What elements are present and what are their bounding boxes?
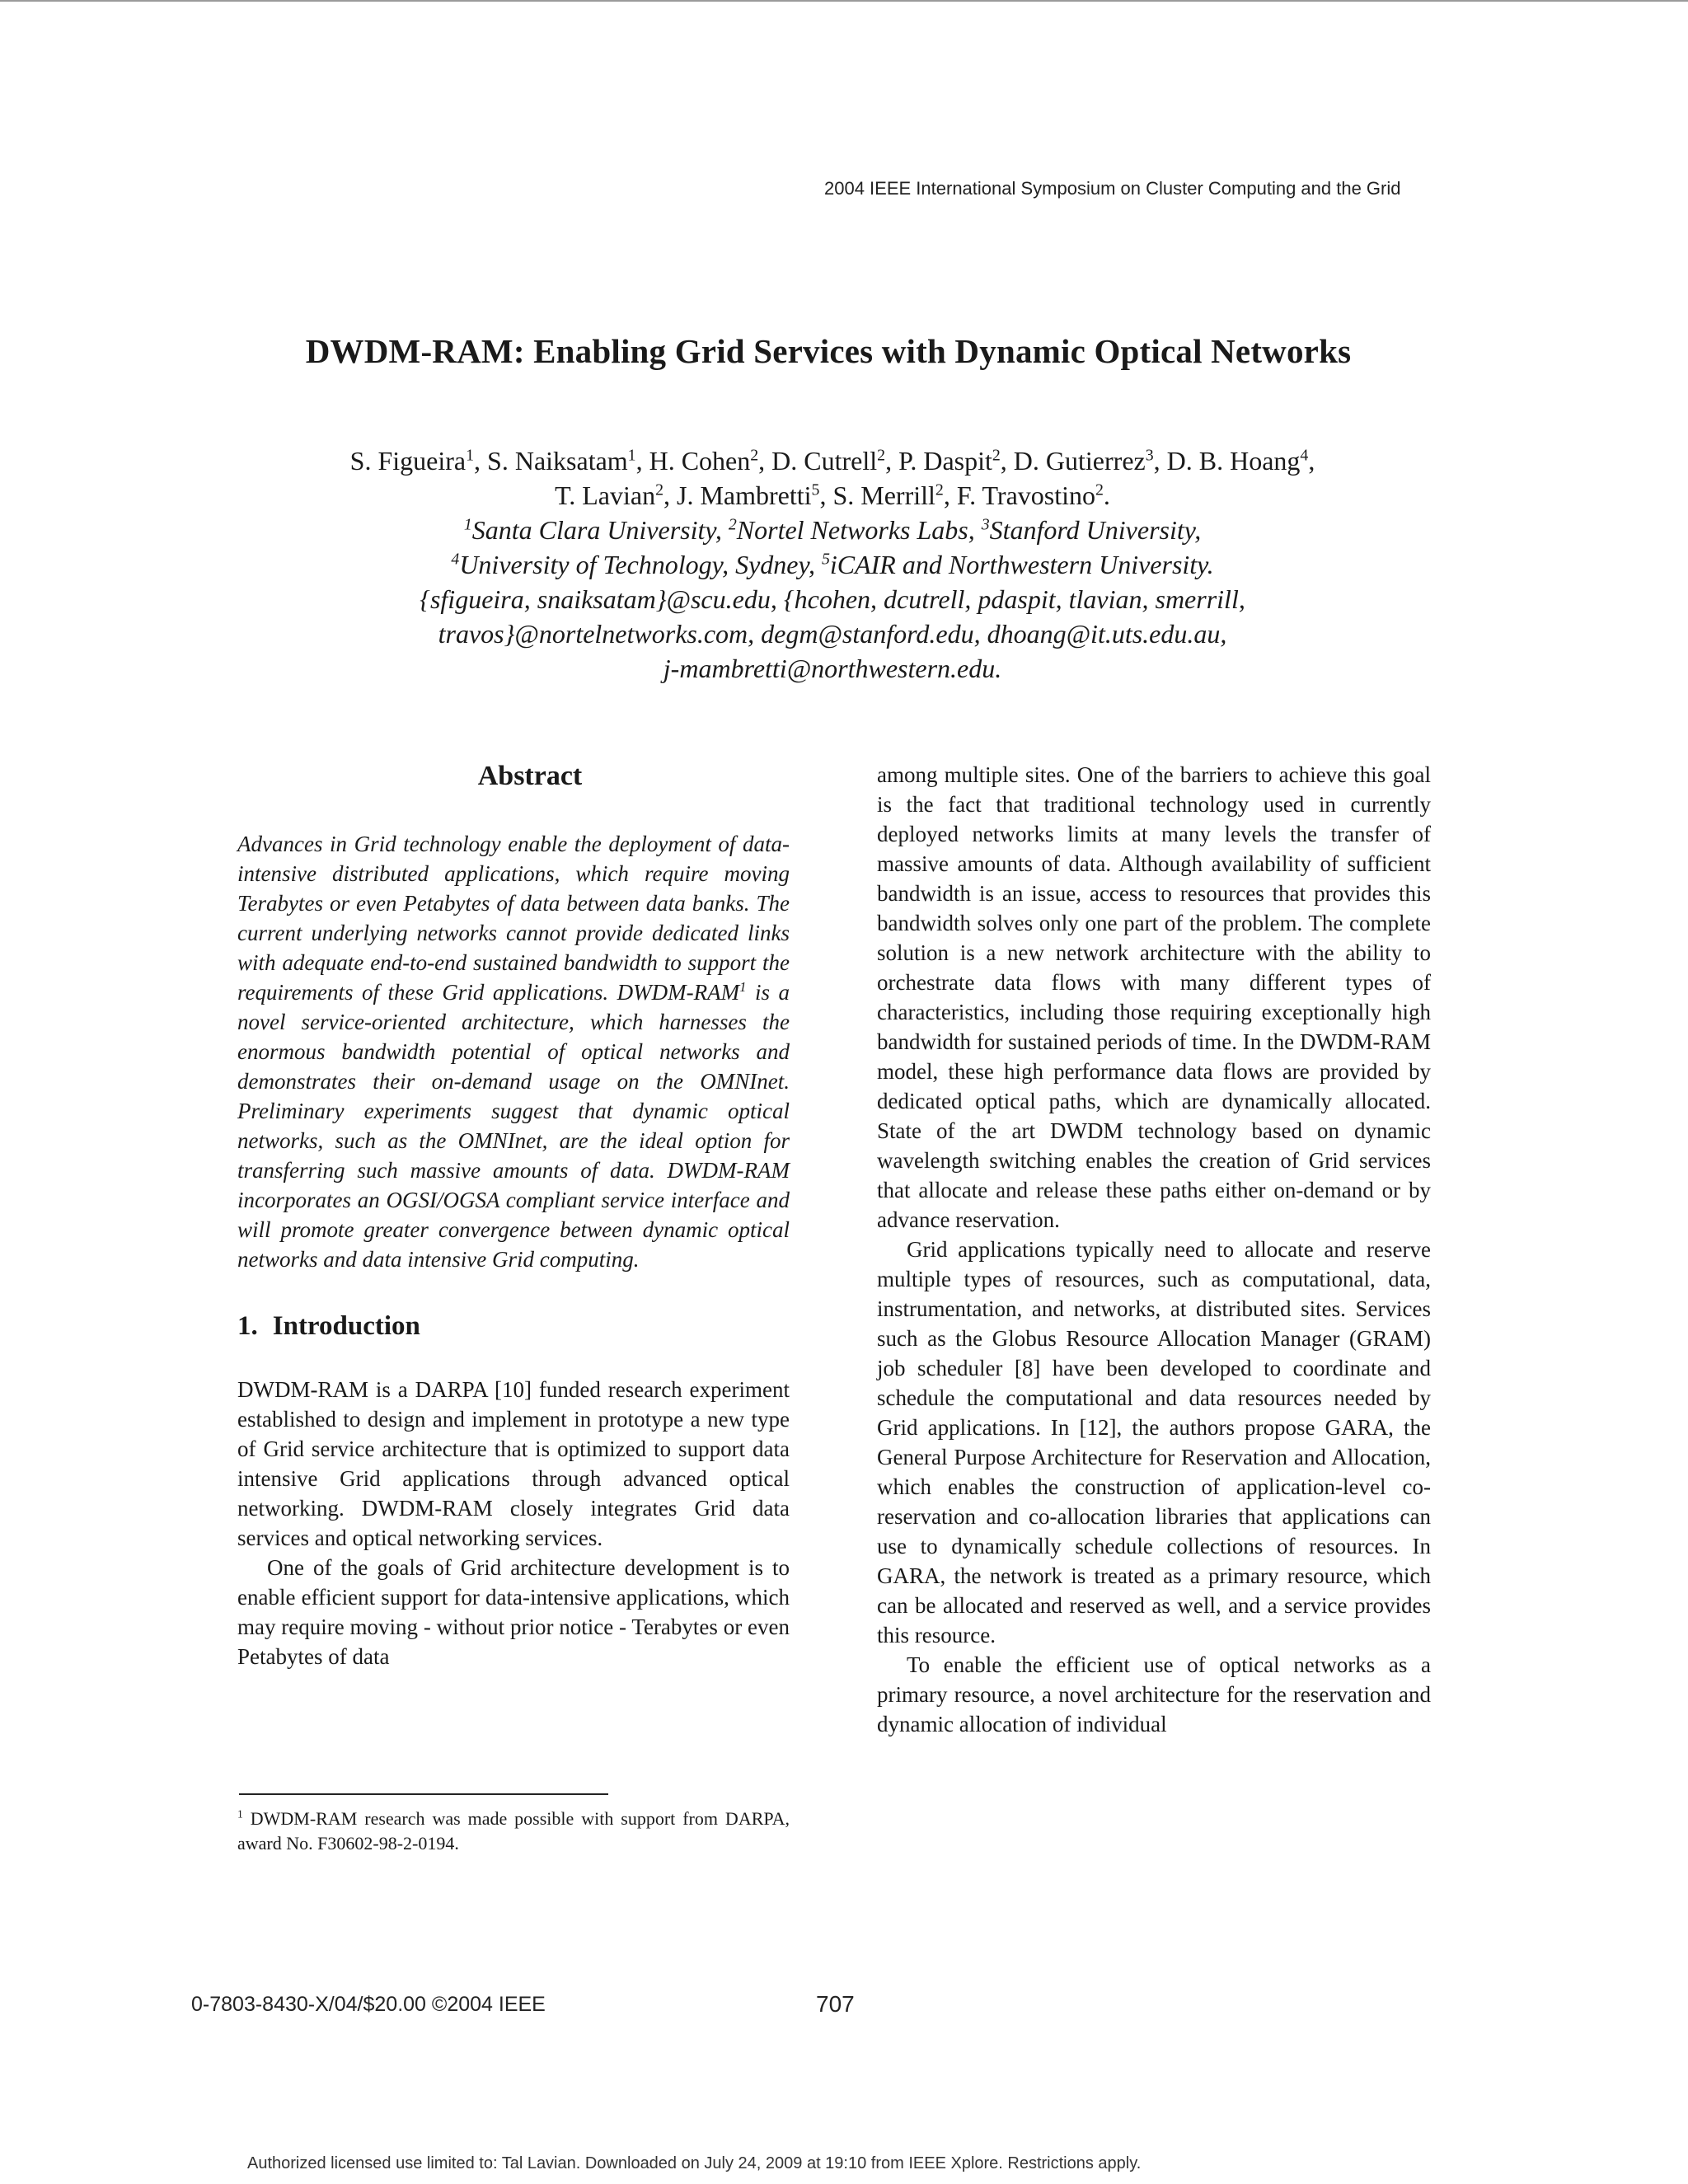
author-name: D. B. Hoang xyxy=(1166,446,1301,476)
body-paragraph: One of the goals of Grid architecture development is to enable efficient support for data-intensive applications, which may require moving - without prior notice - Terabytes or even Petabytes of data xyxy=(237,1555,790,1669)
abstract-text-part: Advances in Grid technology enable the deployment of data-intensive distributed applications, which require moving Terabytes or even Petabytes of data between data banks. The current underlying networks cannot provide dedicated links with adequate end-to-end sustained bandwidth to support the requirements of these Grid applications. DWDM-RAM xyxy=(237,832,790,1005)
affiliation-marker: 1 xyxy=(463,515,472,534)
affiliation-marker: 2 xyxy=(750,446,759,465)
author-name: S. Merrill xyxy=(832,480,935,510)
author-name: F. Travostino xyxy=(956,480,1095,510)
affiliation-name: Santa Clara University, xyxy=(471,515,729,545)
email-line: {sfigueira, snaiksatam}@scu.edu, {hcohen, dcutrell, pdaspit, tlavian, smerrill, xyxy=(420,584,1245,614)
footnote-marker: 1 xyxy=(237,1807,243,1821)
right-column xyxy=(877,760,1431,1739)
affiliation-marker: 5 xyxy=(821,550,830,569)
abstract-text-part: is a novel service-oriented architecture, which harnesses the enormous bandwidth potential of optical networks and demonstrates their on-demand usage on the OMNInet. Preliminary experiments suggest that dynamic optical networks, such as the OMNInet, are the ideal option for transferring such massive amounts of data. DWDM-RAM incorporates an OGSI/OGSA compliant service interface and will promote greater convergence between dynamic optical networks and data intensive Grid computing. xyxy=(237,980,790,1272)
author-separator: , xyxy=(474,446,488,476)
affiliation-marker: 4 xyxy=(1300,446,1309,465)
affiliation-name: Nortel Networks Labs, xyxy=(736,515,982,545)
email-line: j-mambretti@northwestern.edu. xyxy=(663,654,1002,683)
author-name: P. Daspit xyxy=(898,446,992,476)
footnote xyxy=(237,1807,790,1856)
affiliation-line xyxy=(148,547,1517,582)
affiliation-marker: 3 xyxy=(981,515,990,534)
affiliation-marker: 4 xyxy=(451,550,460,569)
footnote-divider xyxy=(239,1793,608,1795)
author-separator: , xyxy=(943,480,957,510)
body-paragraph: among multiple sites. One of the barriers to achieve this goal is the fact that traditional technology used in currently deployed networks limits at many levels the transfer of massive amounts of data. Although availability of sufficient bandwidth is an issue, access to resources that provides this bandwidth solves only one part of the problem. The complete solution is a new network architecture with the ability to orchestrate data flows with many different types of characteristics, including those requiring exceptionally high bandwidth for sustained periods of time. In the DWDM-RAM model, these high performance data flows are provided by dedicated optical paths, which are dynamically allocated. State of the art DWDM technology based on dynamic wavelength switching enables the creation of Grid services that allocate and release these paths either on-demand or by advance reservation. xyxy=(877,762,1431,1232)
author-name: T. Lavian xyxy=(555,480,656,510)
left-column xyxy=(237,758,790,1671)
section-heading-introduction xyxy=(237,1309,790,1343)
affiliation-marker: 2 xyxy=(935,480,944,499)
author-separator: , xyxy=(1153,446,1167,476)
author-separator: , xyxy=(885,446,899,476)
affiliation-marker: 3 xyxy=(1145,446,1154,465)
author-name: H. Cohen xyxy=(649,446,751,476)
affiliation-name: University of Technology, Sydney, xyxy=(459,550,822,579)
top-border-line xyxy=(0,0,1688,2)
author-separator: , xyxy=(819,480,833,510)
email-line: travos}@nortelnetworks.com, degm@stanford.edu, dhoang@it.uts.edu.au, xyxy=(438,619,1227,649)
paper-title: DWDM-RAM: Enabling Grid Services with Dynamic Optical Networks xyxy=(305,332,1352,370)
author-name: D. Gutierrez xyxy=(1013,446,1146,476)
affiliation-marker: 1 xyxy=(627,446,636,465)
footnote-text: DWDM-RAM research was made possible with support from DARPA, award No. F30602-98-2-0194. xyxy=(237,1808,790,1854)
author-separator: . xyxy=(1103,480,1110,510)
affiliation-marker: 1 xyxy=(466,446,475,465)
author-line xyxy=(148,478,1517,513)
affiliation-marker: 2 xyxy=(992,446,1001,465)
body-paragraph: Grid applications typically need to allocate and reserve multiple types of resources, such as computational, data, instrumentation, and networks, at distributed sites. Services such as the Globus Resource Allocation Manager (GRAM) job scheduler [8] have been developed to coordinate and schedule the computational and data resources needed by Grid applications. In [12], the authors propose GARA, the General Purpose Architecture for Reservation and Allocation, which enables the construction of application-level co-reservation and co-allocation libraries that applications can use to dynamically schedule collections of resources. In GARA, the network is treated as a primary resource, which can be allocated and reserved as well, and a service provides this resource. xyxy=(877,1237,1431,1647)
page-number: 707 xyxy=(816,1991,855,2017)
affiliation-marker: 5 xyxy=(811,480,820,499)
license-notice: Authorized licensed use limited to: Tal Lavian. Downloaded on July 24, 2009 at 19:10 from IEEE Xplore. Restrictions apply. xyxy=(247,2154,1142,2172)
conference-header: 2004 IEEE International Symposium on Cluster Computing and the Grid xyxy=(824,178,1401,199)
body-paragraph: DWDM-RAM is a DARPA [10] funded research experiment established to design and implement in prototype a new type of Grid service architecture that is optimized to support data intensive Grid applications through advanced optical networking. DWDM-RAM closely integrates Grid data services and optical networking services. xyxy=(237,1377,790,1550)
author-name: S. Figueira xyxy=(349,446,467,476)
section-title: Introduction xyxy=(272,1311,420,1341)
author-name: S. Naiksatam xyxy=(487,446,628,476)
author-block xyxy=(148,443,1517,686)
author-line xyxy=(148,443,1517,478)
footnote-marker: 1 xyxy=(739,979,747,995)
affiliation-marker: 2 xyxy=(655,480,664,499)
affiliation-marker: 2 xyxy=(877,446,886,465)
affiliation-marker: 2 xyxy=(728,515,737,534)
author-name: D. Cutrell xyxy=(771,446,878,476)
abstract-text xyxy=(237,829,790,1274)
affiliation-line xyxy=(148,513,1517,547)
author-separator: , xyxy=(663,480,678,510)
author-separator: , xyxy=(1308,446,1315,476)
affiliation-name: iCAIR and Northwestern University. xyxy=(829,550,1214,579)
author-name: J. Mambretti xyxy=(677,480,812,510)
author-separator: , xyxy=(758,446,772,476)
affiliation-name: Stanford University, xyxy=(989,515,1202,545)
copyright-line: 0-7803-8430-X/04/$20.00 ©2004 IEEE xyxy=(191,1993,546,2016)
affiliation-marker: 2 xyxy=(1095,480,1104,499)
abstract-heading: Abstract xyxy=(477,761,583,791)
author-separator: , xyxy=(635,446,649,476)
body-paragraph: To enable the efficient use of optical networks as a primary resource, a novel architecture for the reservation and dynamic allocation of individual xyxy=(877,1652,1431,1736)
section-number: 1. xyxy=(237,1311,258,1341)
author-separator: , xyxy=(1000,446,1014,476)
